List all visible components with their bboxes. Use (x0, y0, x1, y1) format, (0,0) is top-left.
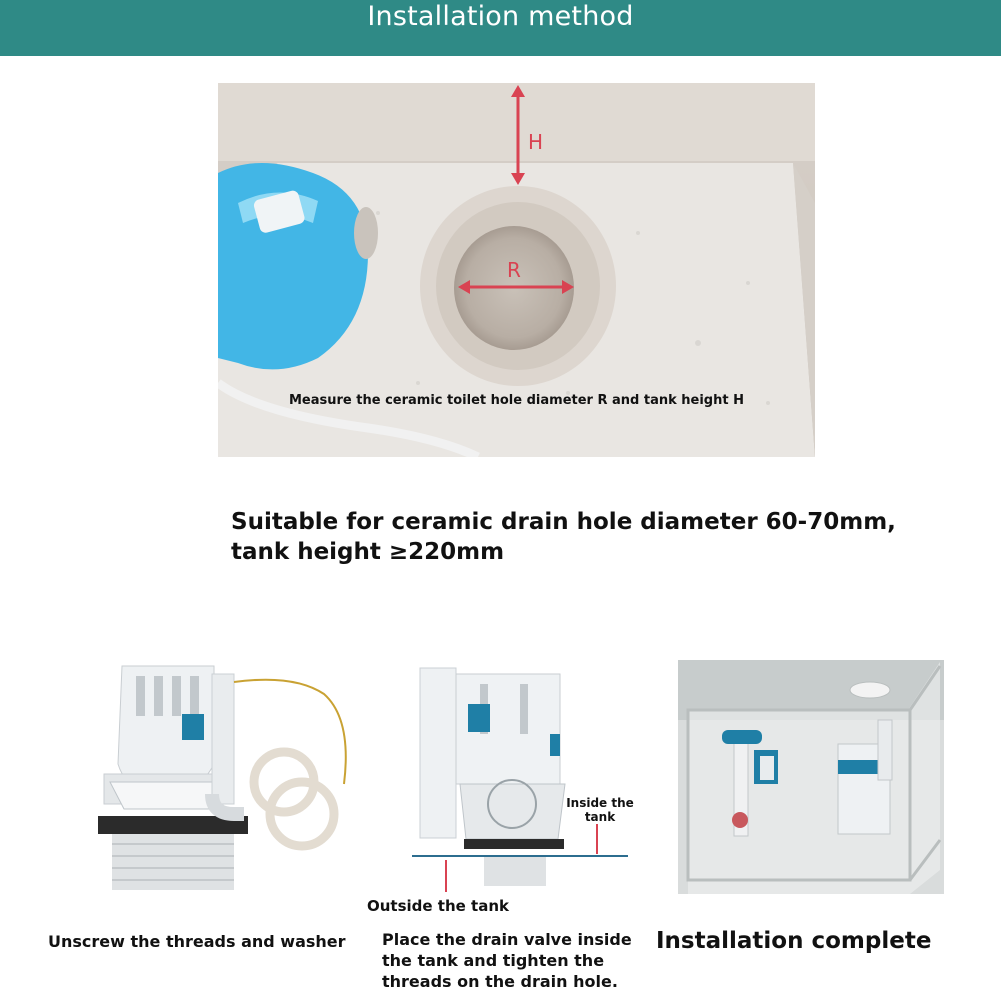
inside-tank-label: Inside the tank (566, 796, 634, 824)
spec-line-diameter: Suitable for ceramic drain hole diameter 60-70mm, (231, 509, 896, 535)
measurement-photo (218, 83, 815, 457)
outside-tank-label: Outside the tank (367, 897, 509, 915)
spec-line-height: tank height ≥220mm (231, 539, 505, 565)
spec-text (231, 507, 991, 567)
header-banner (0, 0, 1001, 56)
photo-caption: Measure the ceramic toilet hole diameter R and tank height H (288, 393, 744, 408)
step2-image (400, 664, 640, 894)
page-title: Installation method (367, 1, 634, 32)
step1-image (94, 664, 372, 890)
h-marker: H (528, 130, 544, 154)
step2-caption: Place the drain valve inside the tank and tighten the threads on the drain hole. (382, 930, 632, 991)
step1-caption: Unscrew the threads and washer (48, 932, 346, 951)
step3-caption: Installation complete (656, 928, 932, 954)
r-marker: R (507, 258, 521, 282)
step3-image (678, 660, 944, 894)
